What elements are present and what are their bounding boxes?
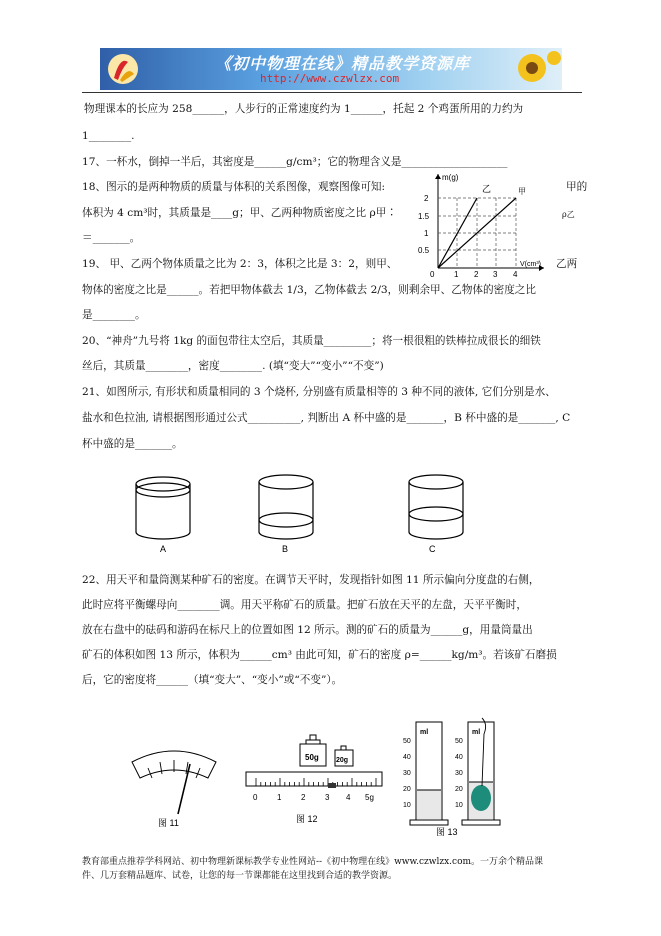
scale-1: 1 (277, 793, 282, 802)
header-divider (82, 92, 582, 93)
cylinder-right (455, 718, 500, 825)
weight-50g (300, 735, 326, 766)
rider (328, 783, 336, 788)
svg-text:20: 20 (403, 786, 411, 793)
xtick-4: 4 (513, 270, 518, 279)
q22-line5: 后，它的密度将______（填“变大”、“变小”或“不变”）。 (82, 674, 343, 686)
ytick-0-5: 0.5 (418, 246, 430, 255)
q19-line1: 19、 甲、乙两个物体质量之比为 2：3，体积之比是 3：2，则甲、 (82, 258, 398, 270)
fig13-cylinders (398, 716, 508, 838)
svg-text:10: 10 (455, 802, 463, 809)
graph-origin: 0 (430, 270, 435, 279)
scale-5g: 5g (365, 793, 374, 802)
banner-title: 《初中物理在线》精品教学资源库 (215, 54, 471, 73)
label-jia: 甲 (518, 187, 526, 196)
fig13-caption: 图 13 (436, 827, 458, 837)
footer-line2: 件、几万套精品题库、试卷，让您的每一节课都能在这里找到合适的教学资源。 (82, 871, 398, 881)
svg-text:ml: ml (420, 729, 429, 736)
ore-stone (471, 785, 491, 811)
banner-url: http://www.czwlzx.com (260, 72, 400, 85)
pointer-needle (178, 764, 190, 814)
label-yi: 乙 (482, 184, 492, 194)
q19-line1-end: 乙两 (556, 258, 578, 270)
q21-line1: 21、如图所示, 有形状和质量相同的 3 个烧杯, 分别盛有质量相等的 3 种不同的液体, 它们分别是水、 (82, 386, 556, 398)
fig12-weights-scale (238, 732, 388, 830)
svg-text:20g: 20g (336, 757, 349, 764)
cylinder-left (403, 722, 448, 825)
svg-text:50g: 50g (305, 753, 319, 762)
q20-line2: 丝后，其质量________，密度________. (填“变大”“变小”“不变”) (82, 360, 384, 372)
svg-text:30: 30 (403, 770, 411, 777)
xtick-3: 3 (493, 270, 498, 279)
fig11-pointer-dial (128, 742, 220, 830)
graph-xlabel: V(cm³) (520, 261, 541, 268)
xtick-2: 2 (474, 270, 479, 279)
scale-2: 2 (301, 793, 306, 802)
ytick-1: 1 (424, 229, 429, 238)
thread (482, 718, 486, 786)
q22-line4: 矿石的体积如图 13 所示，体积为______cm³ 由此可知，矿石的密度 ρ=______kg/m³。若该矿石磨损 (82, 649, 557, 661)
svg-text:50: 50 (403, 738, 411, 745)
q18-line1-end: 甲的 (566, 181, 588, 193)
mass-volume-graph (410, 168, 550, 280)
q18-rho-yi: ρ乙 (562, 210, 575, 219)
q22-line1: 22、用天平和量筒测某种矿石的密度。在调节天平时，发现指针如图 11 所示偏向分度盘的右侧， (82, 574, 540, 586)
q19-line3: 是________。 (82, 309, 146, 321)
graph-ylabel: m(g) (442, 173, 459, 182)
svg-text:ml: ml (472, 729, 481, 736)
fig12-caption: 图 12 (296, 814, 318, 824)
q16-line1: 物理课本的长应为 258______，人步行的正常速度约为 1______，托起 2 个鸡蛋所用的力约为 (84, 103, 524, 115)
svg-text:50: 50 (455, 738, 463, 745)
cup-label-c: C (429, 544, 436, 554)
footer-line1: 教育部重点推荐学科网站、初中物理新课标教学专业性网站--《初中物理在线》www.czwlzx.com。一万余个精品课 (82, 857, 544, 867)
q18-line3: ＝_______。 (82, 232, 141, 244)
q19-line2: 物体的密度之比是______。若把甲物体截去 1/3，乙物体截去 2/3，则剩余甲、乙物体的密度之比 (82, 284, 536, 296)
logo-icon (106, 52, 140, 86)
cup-a (136, 477, 190, 539)
scale-4: 4 (346, 793, 351, 802)
ytick-2: 2 (424, 194, 429, 203)
q20-line1: 20、“神舟”九号将 1kg 的面包带往太空后，其质量_________；将一根很粗的铁棒拉成很长的细铁 (82, 335, 541, 347)
svg-text:20: 20 (455, 786, 463, 793)
q16-line2: 1________. (82, 130, 135, 142)
q22-line3: 放在右盘中的砝码和游码在标尺上的位置如图 12 所示。测的矿石的质量为______g，用量筒量出 (82, 624, 533, 636)
three-cups-figure (120, 470, 480, 560)
cup-label-b: B (282, 544, 289, 554)
fig11-caption: 图 11 (158, 818, 179, 828)
q17-line: 17、一杯水，倒掉一半后，其密度是______g/cm³；它的物理含义是____________________ (82, 156, 508, 168)
svg-text:40: 40 (403, 754, 411, 761)
svg-text:30: 30 (455, 770, 463, 777)
site-banner (100, 48, 562, 90)
q18-line1: 18、图示的是两种物质的质量与体积的关系图像，观察图像可知: (82, 181, 386, 193)
xtick-1: 1 (454, 270, 459, 279)
q21-line3: 杯中盛的是_______。 (82, 438, 183, 450)
cup-b (259, 475, 313, 539)
svg-text:40: 40 (455, 754, 463, 761)
ytick-1-5: 1.5 (418, 212, 430, 221)
svg-text:10: 10 (403, 802, 411, 809)
cup-label-a: A (160, 544, 167, 554)
weight-20g (335, 746, 353, 766)
cup-c (409, 475, 463, 539)
sunflower-icon (500, 48, 562, 90)
q18-line2: 体积为 4 cm³时，其质量是____g；甲、乙两种物质密度之比 ρ甲∶ (82, 207, 397, 219)
q22-line2: 此时应将平衡螺母向________调。用天平称矿石的质量。把矿石放在天平的左盘，天平平衡时， (82, 599, 527, 611)
scale-3: 3 (325, 793, 330, 802)
q21-line2: 盐水和色拉油, 请根据图形通过公式__________, 判断出 A 杯中盛的是_______，B 杯中盛的是_______, C (82, 412, 571, 424)
scale-0: 0 (253, 793, 258, 802)
